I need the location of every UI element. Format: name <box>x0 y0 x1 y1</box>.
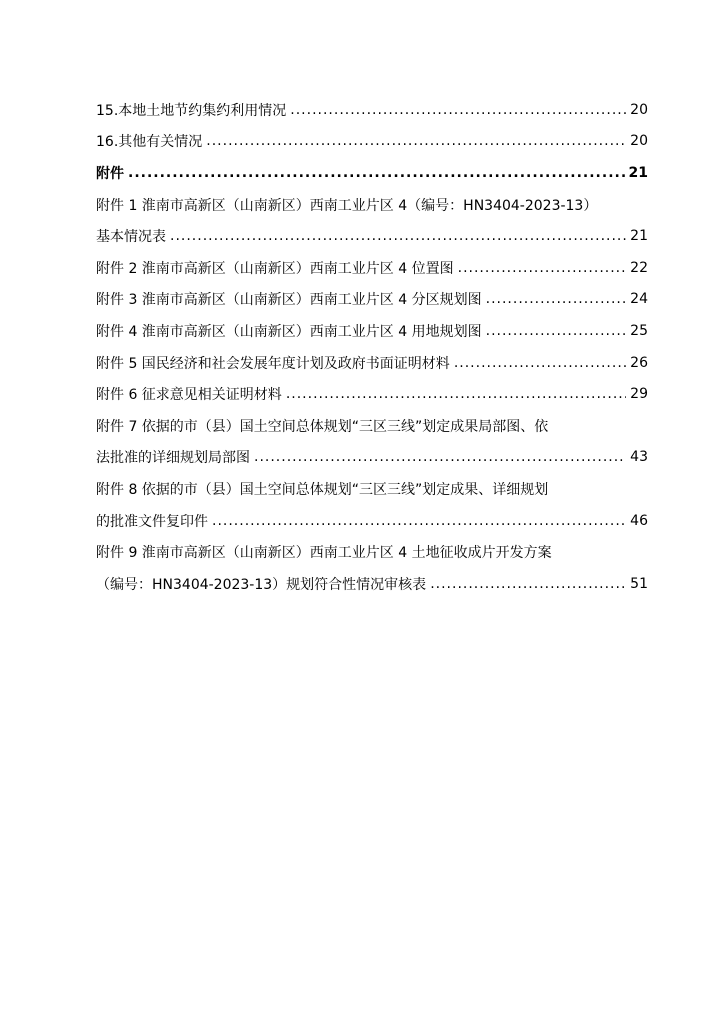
toc-leader-dots <box>286 387 626 401</box>
toc-entry-16[interactable] <box>96 126 648 158</box>
toc-entry-title: 法批准的详细规划局部图 <box>96 450 250 467</box>
toc-entry-title: 附件 9 淮南市高新区（山南新区）西南工业片区 4 土地征收成片开发方案 <box>96 545 552 562</box>
toc-entry-title: 15.本地土地节约集约利用情况 <box>96 102 287 119</box>
toc-entry-appendix-1-line1[interactable] <box>96 189 648 221</box>
toc-entry-page: 51 <box>630 575 648 592</box>
toc-entry-appendix-3[interactable] <box>96 284 648 316</box>
toc-entry-page: 29 <box>630 386 648 403</box>
toc-entry-appendix-8[interactable] <box>96 505 648 537</box>
toc-entry-title: 附件 8 依据的市（县）国土空间总体规划“三区三线”划定成果、详细规划 <box>96 481 549 498</box>
toc-entry-page: 46 <box>630 512 648 529</box>
toc-entry-title: 的批准文件复印件 <box>96 513 208 530</box>
toc-entry-appendix-2[interactable] <box>96 252 648 284</box>
toc-entry-page: 25 <box>630 322 648 339</box>
toc-leader-dots <box>430 577 626 591</box>
toc-entry-appendix-4[interactable] <box>96 315 648 347</box>
toc-entry-page: 22 <box>630 259 648 276</box>
toc-entry-title: 16.其他有关情况 <box>96 134 203 151</box>
toc-entry-page: 20 <box>630 133 648 150</box>
toc-entry-title: 附件 <box>96 165 124 182</box>
toc-entry-page: 20 <box>630 101 648 118</box>
toc-entry-page: 26 <box>630 354 648 371</box>
toc-entry-appendix-1[interactable] <box>96 220 648 252</box>
toc-entry-title: （编号：HN3404-2023-13）规划符合性情况审核表 <box>96 576 427 593</box>
toc-leader-dots <box>254 450 626 464</box>
toc-entry-page: 21 <box>628 164 648 181</box>
toc-entry-appendix-7-line1[interactable] <box>96 410 648 442</box>
toc-entry-appendix-6[interactable] <box>96 378 648 410</box>
toc-entry-page: 43 <box>630 449 648 466</box>
toc-entry-title: 附件 4 淮南市高新区（山南新区）西南工业片区 4 用地规划图 <box>96 323 482 340</box>
toc-entry-title: 附件 7 依据的市（县）国土空间总体规划“三区三线”划定成果局部图、依 <box>96 418 549 435</box>
toc-entry-appendices[interactable] <box>96 157 648 189</box>
toc-entry-page: 24 <box>630 291 648 308</box>
toc-entry-appendix-5[interactable] <box>96 347 648 379</box>
toc-leader-dots <box>486 324 627 338</box>
toc-entry-title: 附件 2 淮南市高新区（山南新区）西南工业片区 4 位置图 <box>96 260 454 277</box>
toc-entry-title: 附件 6 征求意见相关证明材料 <box>96 387 282 404</box>
toc-entry-title: 附件 3 淮南市高新区（山南新区）西南工业片区 4 分区规划图 <box>96 292 482 309</box>
table-of-contents <box>96 94 648 600</box>
toc-entry-appendix-9[interactable] <box>96 568 648 600</box>
toc-entry-appendix-7[interactable] <box>96 442 648 474</box>
toc-entry-title: 附件 5 国民经济和社会发展年度计划及政府书面证明材料 <box>96 355 450 372</box>
toc-entry-title: 基本情况表 <box>96 229 166 246</box>
toc-entry-appendix-9-line1[interactable] <box>96 536 648 568</box>
toc-entry-15[interactable] <box>96 94 648 126</box>
toc-leader-dots <box>170 229 626 243</box>
toc-leader-dots <box>212 514 626 528</box>
toc-entry-appendix-8-line1[interactable] <box>96 473 648 505</box>
toc-leader-dots <box>458 261 627 275</box>
toc-entry-page: 21 <box>630 228 648 245</box>
toc-leader-dots <box>486 292 627 306</box>
toc-leader-dots <box>206 134 626 148</box>
toc-entry-title: 附件 1 淮南市高新区（山南新区）西南工业片区 4（编号：HN3404-2023-13） <box>96 197 598 214</box>
toc-leader-dots <box>128 166 625 180</box>
toc-leader-dots <box>290 103 626 117</box>
toc-leader-dots <box>454 356 626 370</box>
